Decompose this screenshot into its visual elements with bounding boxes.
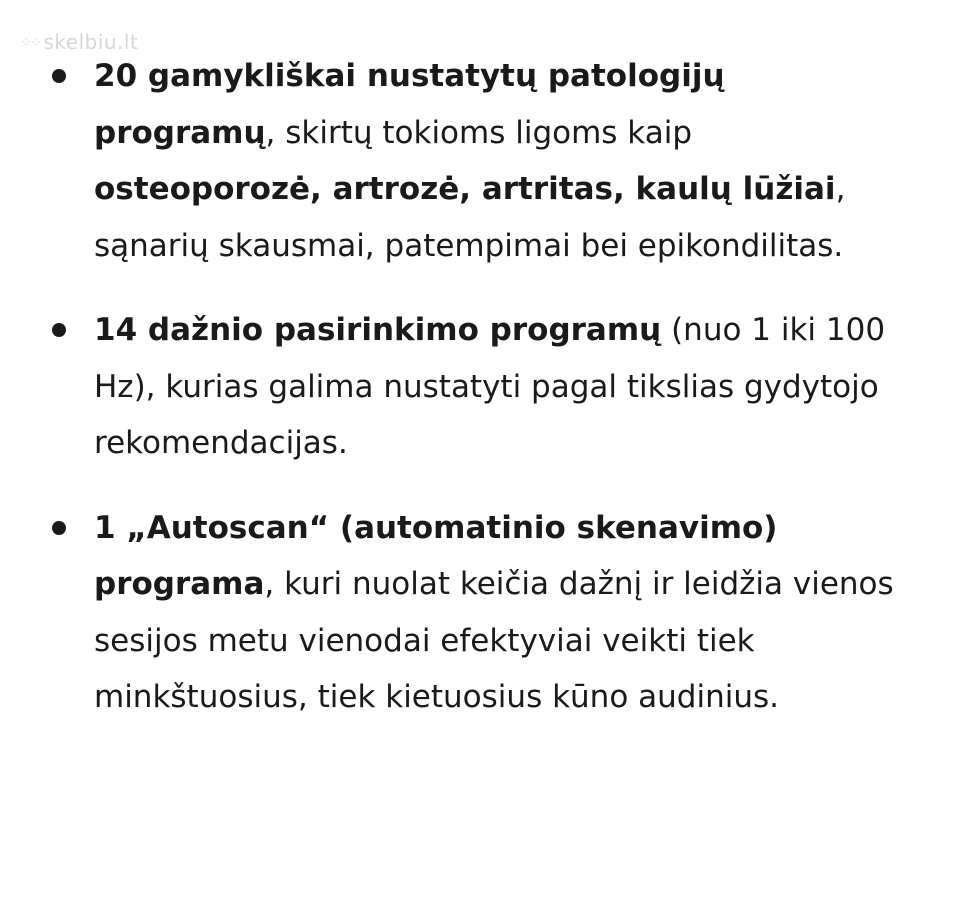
item-bold-text: 1 „Autoscan“ (automatinio skenavimo) programa [94,509,778,602]
list-item-autoscan-program [0,500,954,726]
item-bold-text: 20 gamykliškai nustatytų patologijų programų [94,58,725,151]
list-item-pathology-programs [0,48,954,274]
item-text: , skirtų tokioms ligoms kaip [265,114,692,151]
list-item-frequency-programs [0,302,954,472]
bullet-icon [52,323,66,337]
bullet-icon [52,69,66,83]
watermark-text: skelbiu.lt [43,30,139,54]
item-text: , kuri nuolat keičia dažnį ir leidžia vienos sesijos metu vienodai efektyviai veikti tiek minkštuosius, tiek kietuosius kūno audinius. [94,566,894,715]
item-text: , sąnarių skausmai, patempimai bei epikondilitas. [94,171,846,264]
feature-list [0,48,954,754]
logo-dots-icon: ⁘⁘ [20,35,40,51]
bullet-icon [52,521,66,535]
item-text: (nuo 1 iki 100 Hz), kurias galima nustatyti pagal tikslias gydytojo rekomendacijas. [94,312,886,461]
item-bold-text: osteoporozė, artrozė, artritas, kaulų lūžiai [94,171,836,207]
item-bold-text: 14 dažnio pasirinkimo programų [94,312,662,348]
